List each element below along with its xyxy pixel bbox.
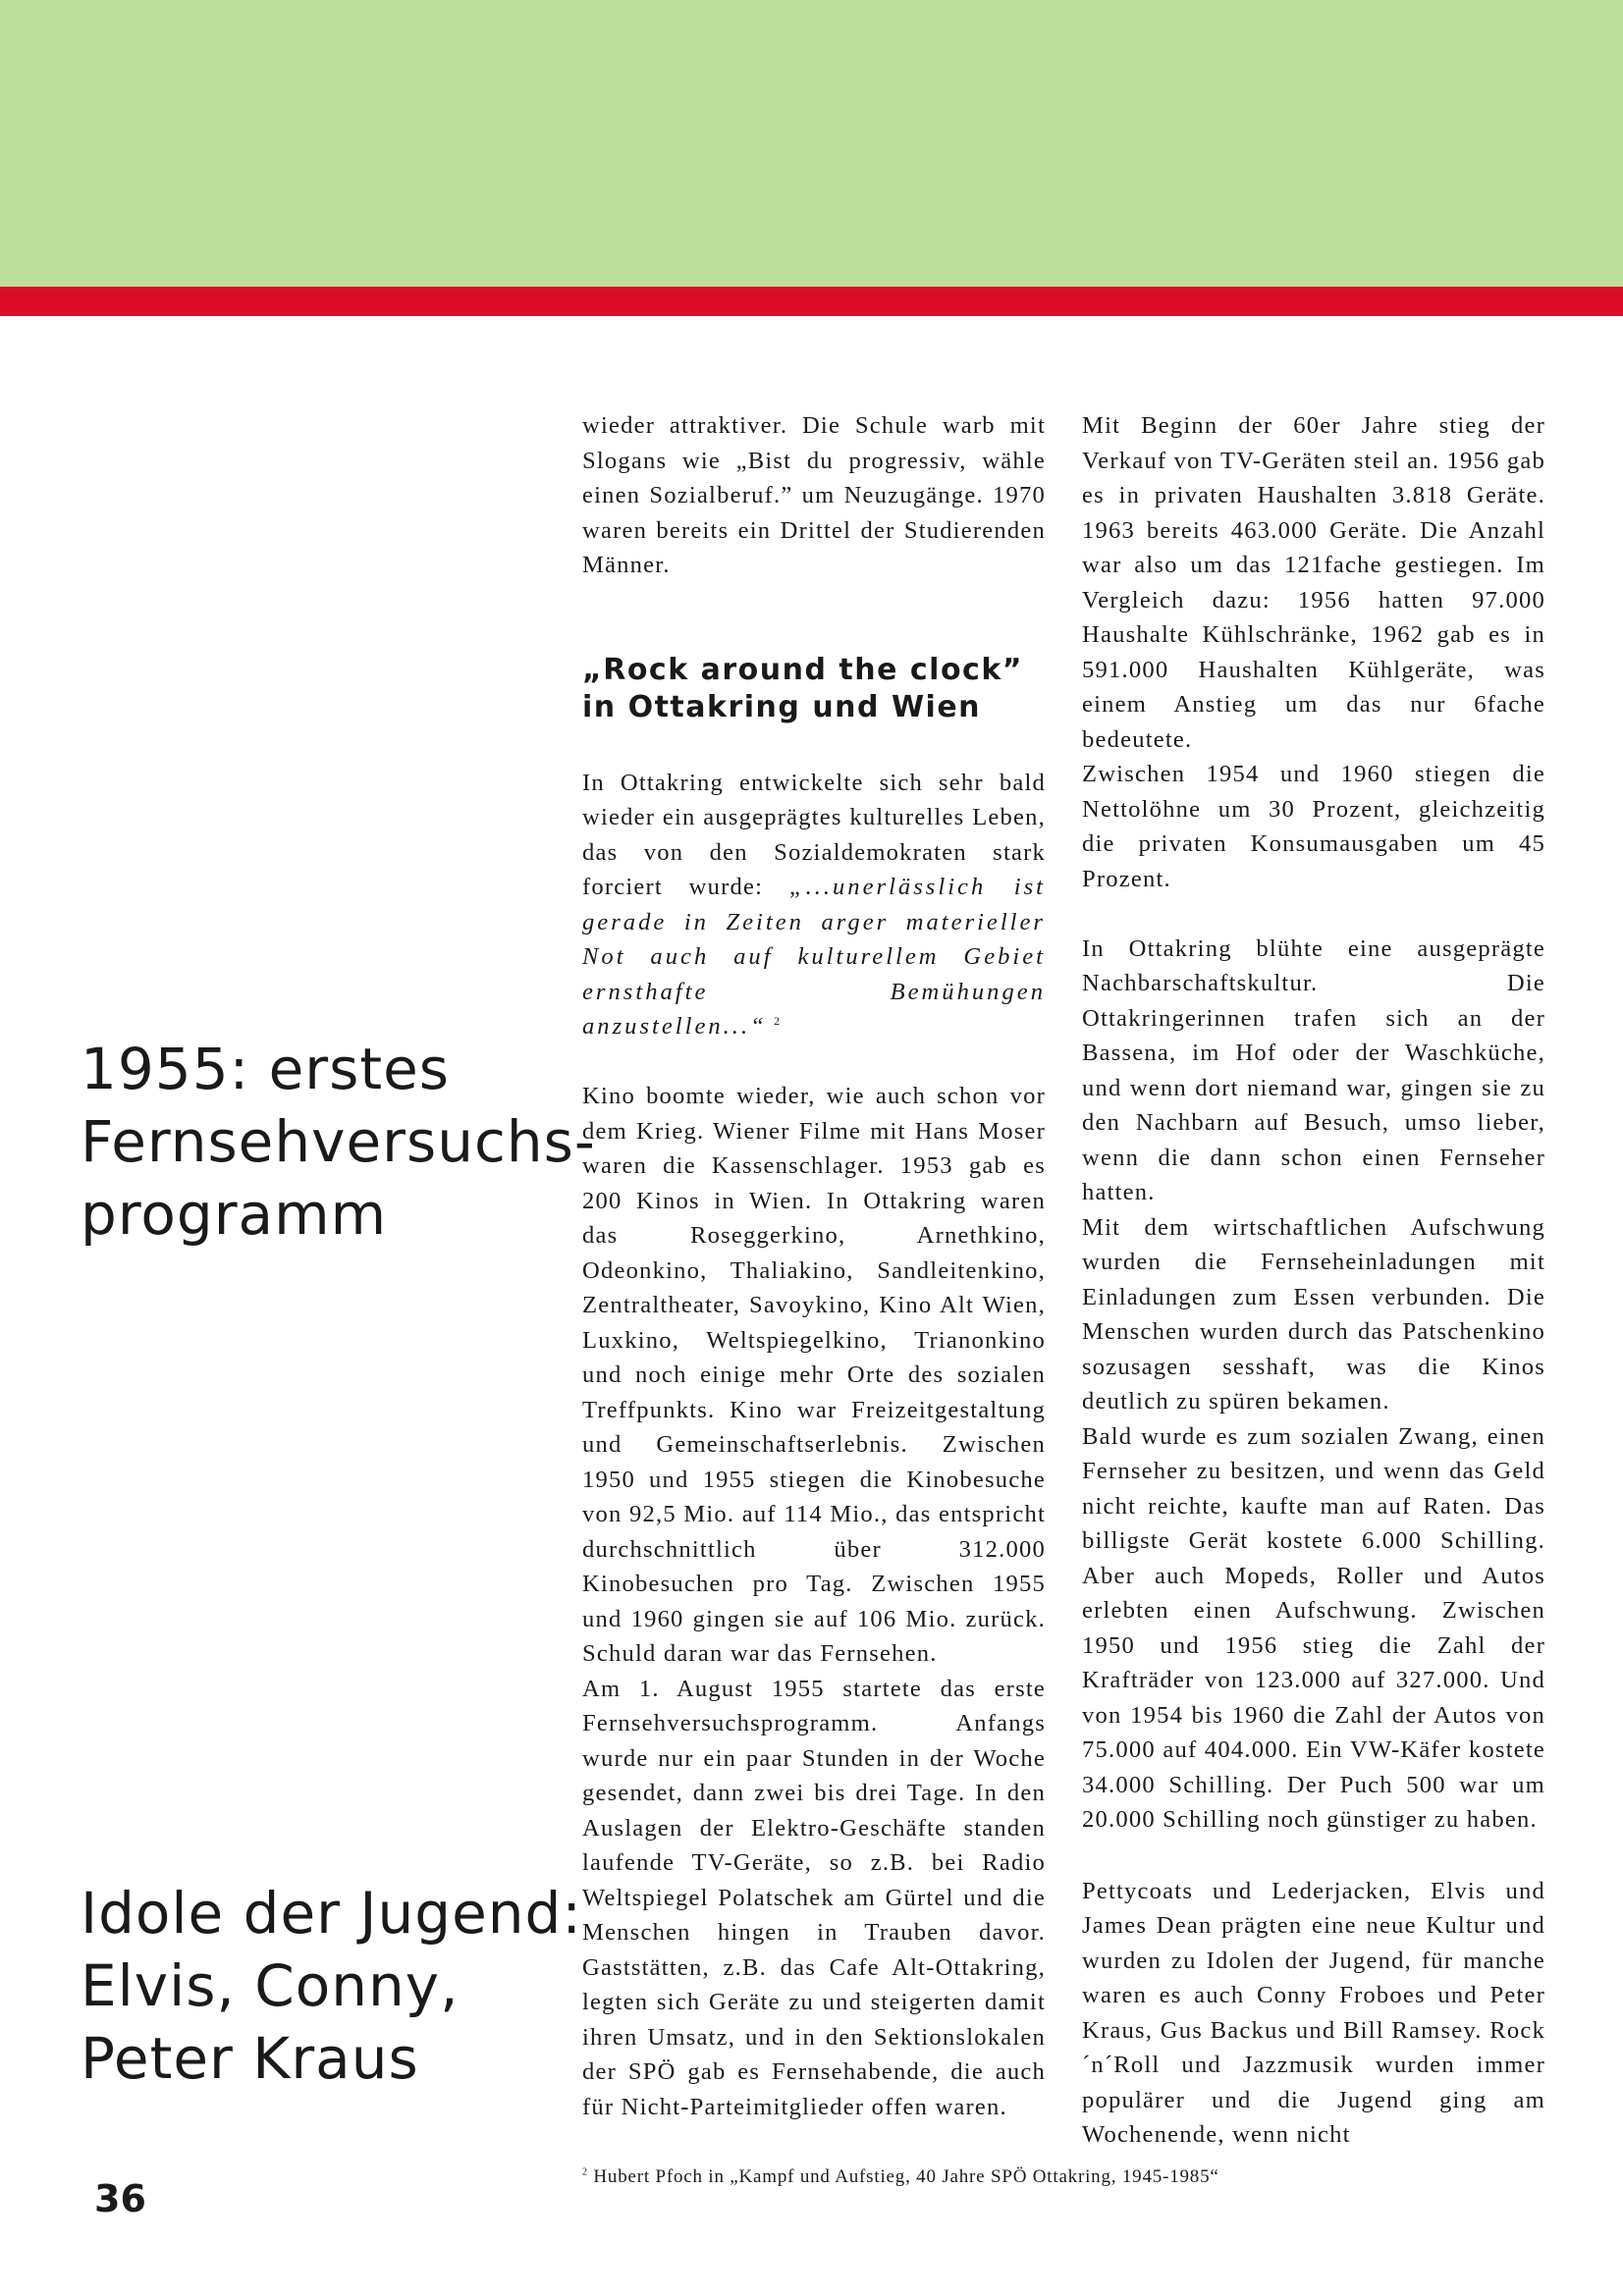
side-heading-television (81, 1033, 596, 1251)
side-heading-youth-idols (81, 1877, 582, 2095)
quote: „...unerlässlich ist gerade in Zeiten arger materieller Not auch auf kulturellem Gebiet ernsthafte Bemühungen anzustellen...“ (582, 874, 1046, 1040)
red-divider-band (0, 287, 1623, 316)
paragraph: Pettycoats und Lederjacken, Elvis und James Dean prägten eine neue Kultur und wurden zu Idolen der Jugend, für manche waren es auch Conny Froboes und Peter Kraus, Gus Backus und Bill Ramsey. Rock´n´Roll und Jazzmusik wurden immer populärer und die Jugend ging am Wochenende, wenn nicht (1082, 1877, 1545, 2148)
section-heading-line: „Rock around the clock” (582, 652, 1024, 687)
side-heading-line: Peter Kraus (81, 2025, 419, 2092)
section-heading-rock-around-the-clock (582, 652, 1046, 726)
paragraph: Mit dem wirtschaftlichen Aufschwung wurden die Fernseheinladungen mit Einladungen zum Essen verbunden. Die Menschen wurden durch das Patschenkino sozusagen sesshaft, was die Kinos deutlich zu spüren bekamen. (1082, 1213, 1545, 1415)
paragraph: wieder attraktiver. Die Schule warb mit Slogans wie „Bist du progressiv, wähle einen Sozialberuf.” um Neuzugänge. 1970 waren bereits ein Drittel der Studierenden Männer. (582, 412, 1046, 578)
side-heading-line: Elvis, Conny, (81, 1952, 460, 2019)
page-number: 36 (94, 2177, 146, 2220)
footnote-number: 2 (582, 2166, 588, 2178)
side-heading-line: programm (81, 1181, 388, 1248)
paragraph: Am 1. August 1955 startete das erste Fernsehversuchsprogramm. Anfangs wurde nur ein paar Stunden in der Woche gesendet, dann zwei bis drei Tage. In den Auslagen der Elektro-Geschäfte standen laufende TV-Geräte, so z.B. bei Radio Weltspiegel Polatschek am Gürtel und die Menschen hingen in Trauben davor. Gaststätten, z.B. das Cafe Alt-Ottakring, legten sich Geräte zu und steigerten damit ihren Umsatz, und in den Sektionslokalen der SPÖ gab es Fernsehabende, die auch für Nicht-Parteimitglieder offen waren. (582, 1675, 1046, 2120)
footnote-reference: 2 (774, 1013, 782, 1028)
paragraph: Zwischen 1954 und 1960 stiegen die Nettolöhne um 30 Prozent, gleichzeitig die privaten Konsumausgaben um 45 Prozent. (1082, 761, 1545, 892)
paragraph: In Ottakring blühte eine ausgeprägte Nachbarschaftskultur. Die Ottakringerinnen trafen sich an der Bassena, im Hof oder der Waschküche, und wenn dort niemand war, gingen sie zu den Nachbarn auf Besuch, umso lieber, wenn die dann schon einen Fernseher hatten. (1082, 934, 1545, 1205)
side-heading-line: 1955: erstes (81, 1036, 450, 1102)
side-heading-line: Fernsehversuchs- (81, 1108, 596, 1175)
section-heading-line: in Ottakring und Wien (582, 689, 982, 724)
top-color-band (0, 0, 1623, 287)
footnote-text: Hubert Pfoch in „Kampf und Aufstieg, 40 Jahre SPÖ Ottakring, 1945-1985“ (593, 2166, 1219, 2187)
footnote (582, 2166, 1219, 2188)
text-column-left (582, 408, 1046, 2124)
paragraph-with-quote (582, 766, 1046, 1044)
paragraph: Kino boomte wieder, wie auch schon vor dem Krieg. Wiener Filme mit Hans Moser waren die Kassenschlager. 1953 gab es 200 Kinos in Wien. In Ottakring waren das Roseggerkino, Arnethkino, Odeonkino, Thaliakino, Sandleitenkino, Zentraltheater, Savoykino, Kino Alt Wien, Luxkino, Weltspiegelkino, Trianonkino und noch einige mehr Orte des sozialen Treffpunkts. Kino war Freizeitgestaltung und Gemeinschaftserlebnis. Zwischen 1950 und 1955 stiegen die Kinobesuche von 92,5 Mio. auf 114 Mio., das entspricht durchschnittlich über 312.000 Kinobesuchen pro Tag. Zwischen 1955 und 1960 gingen sie auf 106 Mio. zurück. Schuld daran war das Fernsehen. (582, 1083, 1046, 1667)
paragraph-intro: In Ottakring entwickelte sich sehr bald wieder ein ausgeprägtes kulturelles Leben, das von den Sozialdemokraten stark forciert wurde: (582, 769, 1046, 900)
side-heading-line: Idole der Jugend: (81, 1880, 582, 1947)
paragraph: Mit Beginn der 60er Jahre stieg der Verkauf von TV-Geräten steil an. 1956 gab es in privaten Haushalten 3.818 Geräte. 1963 bereits 463.000 Geräte. Die Anzahl war also um das 121fache gestiegen. Im Vergleich dazu: 1956 hatten 97.000 Haushalte Kühlschränke, 1962 gab es in 591.000 Haushalten Kühlgeräte, was einem Anstieg um das nur 6fache bedeutete. (1082, 412, 1545, 753)
text-column-right (1082, 408, 1545, 2153)
paragraph: Bald wurde es zum sozialen Zwang, einen Fernseher zu besitzen, und wenn das Geld nicht reichte, kaufte man auf Raten. Das billigste Gerät kostete 6.000 Schilling. Aber auch Mopeds, Roller und Autos erlebten einen Aufschwung. Zwischen 1950 und 1956 stieg die Zahl der Krafträder von 123.000 auf 327.000. Und von 1954 bis 1960 die Zahl der Autos von 75.000 auf 404.000. Ein VW-Käfer kostete 34.000 Schilling. Der Puch 500 war um 20.000 Schilling noch günstiger zu haben. (1082, 1422, 1545, 1833)
